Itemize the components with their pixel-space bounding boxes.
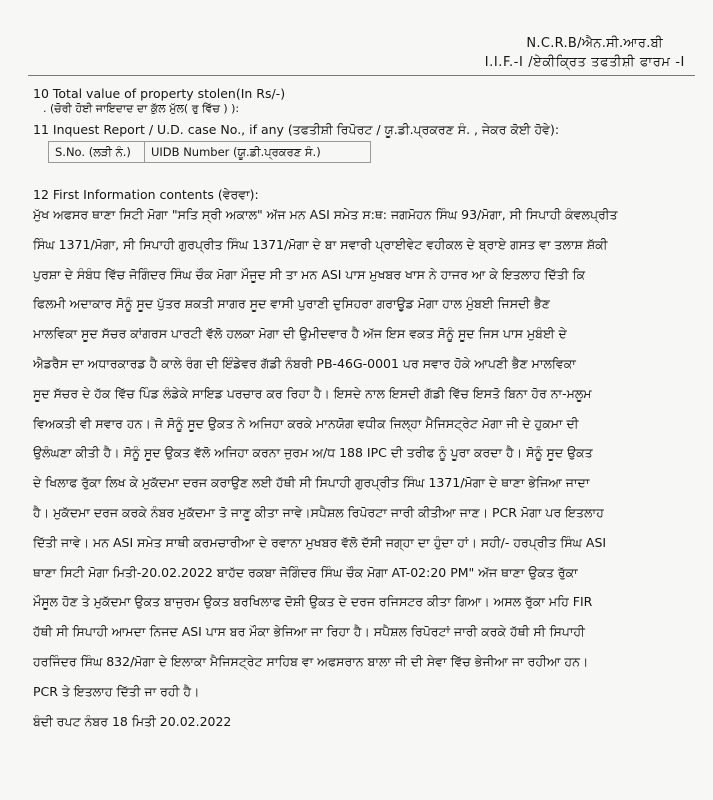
inquest-table	[48, 141, 371, 163]
header-divider	[28, 75, 695, 76]
content-line: ਮੁੱਖ ਅਫਸਰ ਥਾਣਾ ਸਿਟੀ ਮੋਗਾ "ਸਤਿ ਸ੍ਰੀ ਅਕਾਲ" ਅੱਜ ਮਨ ASI ਸਮੇਤ ਸ:ਥ: ਜਗਮੋਹਨ ਸਿੰਘ 93/ਮੋਗਾ, ਸੀ ਸਿਪਾਹੀ ਕੰਵਲਪ੍ਰੀਤ	[33, 207, 618, 222]
content-line: ਵਿਅਕਤੀ ਵੀ ਸਵਾਰ ਹਨ। ਜੋ ਸੋਨੂੰ ਸੂਦ ਉਕਤ ਨੇ ਅਜਿਹਾ ਕਰਕੇ ਮਾਨਯੋਗ ਵਧੀਕ ਜਿਲ੍ਹਾ ਮੈਜਿਸਟ੍ਰੇਟ ਮੋਗਾ ਜੀ ਦੇ ਹੁਕਮਾ ਦੀ	[33, 415, 579, 431]
form-title: I.I.F.-I /ਏਕੀਕ੍ਰਿਤ ਤਫਤੀਸ਼ੀ ਫਾਰਮ -I	[484, 55, 685, 70]
content-line: ਬੰਦੀ ਰਪਟ ਨੰਬਰ 18 ਮਿਤੀ 20.02.2022	[33, 713, 232, 729]
content-line: ਸੂਦ ਸੱਚਰ ਦੇ ਹੱਕ ਵਿੱਚ ਪਿੰਡ ਲੰਡੇਕੇ ਸਾਇਡ ਪਰਚਾਰ ਕਰ ਰਿਹਾ ਹੈ। ਇਸਦੇ ਨਾਲ ਇਸਦੀ ਗੱਡੀ ਵਿੱਚ ਇਸਤੋ ਬਿਨਾ ਹੋਰ ਨਾ-ਮਲੂਮ	[33, 385, 592, 401]
content-line: PCR ਤੇ ਇਤਲਾਹ ਦਿੱਤੀ ਜਾ ਰਹੀ ਹੈ।	[33, 683, 200, 699]
content-line: ਦਿੱਤੀ ਜਾਵੇ। ਮਨ ASI ਸਮੇਤ ਸਾਥੀ ਕਰਮਚਾਰੀਆ ਦੇ ਰਵਾਨਾ ਮੁਖਬਰ ਵੱਲੋ ਦੱਸੀ ਜਗ੍ਹਾ ਦਾ ਹੁੰਦਾ ਹਾਂ। ਸਹੀ/- ਹਰਪ੍ਰੀਤ ਸਿੰਘ ASI	[33, 534, 607, 550]
content-line: ਐਡਰੈਸ ਦਾ ਅਧਾਰਕਾਰਡ ਹੈ ਕਾਲੇ ਰੰਗ ਦੀ ਇੰਡੇਵਰ ਗੱਡੀ ਨੰਬਰੀ PB-46G-0001 ਪਰ ਸਵਾਰ ਹੋਕੇ ਆਪਣੀ ਭੈਣ ਮਾਲਵਿਕਾ	[33, 355, 576, 371]
content-line: ਫਿਲਮੀ ਅਦਾਕਾਰ ਸੋਨੂੰ ਸੂਦ ਪੁੱਤਰ ਸ਼ਕਤੀ ਸਾਗਰ ਸੂਦ ਵਾਸੀ ਪੁਰਾਣੀ ਦੁਸਿਹਰਾ ਗਰਾਊਡ ਮੋਗਾ ਹਾਲ ਮੁੰਬਈ ਜਿਸਦੀ ਭੈਣ	[33, 296, 550, 312]
content-line: ਮਾਲਵਿਕਾ ਸੂਦ ਸੱਚਰ ਕਾਂਗਰਸ ਪਾਰਟੀ ਵੱਲੋ ਹਲਕਾ ਮੋਗਾ ਦੀ ਉਮੀਦਵਾਰ ਹੈ ਅੱਜ ਇਸ ਵਕਤ ਸੋਨੂੰ ਸੂਦ ਜਿਸ ਪਾਸ ਮੁਬੰਈ ਦੇ	[33, 326, 567, 342]
content-line: ਪੁਰਸ਼ਾ ਦੇ ਸੰਬੰਧ ਵਿੱਚ ਜੋਗਿੰਦਰ ਸਿੰਘ ਚੌਕ ਮੋਗਾ ਮੌਜੂਦ ਸੀ ਤਾ ਮਨ ASI ਪਾਸ ਮੁਖਬਰ ਖਾਸ ਨੇ ਹਾਜਰ ਆ ਕੇ ਇਤਲਾਹ ਦਿੱਤੀ ਕਿ	[33, 266, 585, 282]
item-10-label: 10 Total value of property stolen(In Rs/-)	[33, 86, 286, 101]
content-line: ਹੱਥੀ ਸੀ ਸਿਪਾਹੀ ਆਮਦਾ ਨਿਜਦ ASI ਪਾਸ ਬਰ ਮੌਕਾ ਭੇਜਿਆ ਜਾ ਰਿਹਾ ਹੈ। ਸਪੈਸ਼ਲ ਰਿਪੋਰਟਾਂ ਜਾਰੀ ਕਰਕੇ ਹੱਥੀ ਸੀ ਸਿਪਾਹੀ	[33, 624, 585, 640]
content-line: ਹਰਜਿੰਦਰ ਸਿੰਘ 832/ਮੋਗਾ ਦੇ ਇਲਾਕਾ ਮੈਜਿਸਟ੍ਰੇਟ ਸਾਹਿਬ ਵਾ ਅਫਸਰਾਨ ਬਾਲਾ ਜੀ ਦੀ ਸੇਵਾ ਵਿੱਚ ਭੇਜੀਆ ਜਾ ਰਹੀਆ ਹਨ।	[33, 653, 589, 669]
table-row	[49, 142, 371, 163]
item-11-label: 11 Inquest Report / U.D. case No., if any (ਤਫਤੀਸ਼ੀ ਰਿਪੋਰਟ / ਯੂ.ਡੀ.ਪ੍ਰਕਰਣ ਸੰ. , ਜੇਕਰ ਕੋਈ ਹੋਵੇ):	[33, 122, 560, 137]
content-line: ਮੌਸੂਲ ਹੋਣ ਤੇ ਮੁਕੱਦਮਾ ਉਕਤ ਬਾਜੁਰਮ ਉਕਤ ਬਰਖਿਲਾਫ ਦੋਸ਼ੀ ਉਕਤ ਦੇ ਦਰਜ ਰਜਿਸਟਰ ਕੀਤਾ ਗਿਆ। ਅਸਲ ਰੁੱਕਾ ਮਹਿ FIR	[33, 594, 593, 610]
content-line: ਉਲੰਘਣਾ ਕੀਤੀ ਹੈ। ਸੋਨੂੰ ਸੂਦ ਉਕਤ ਵੱਲੋ ਅਜਿਹਾ ਕਰਨਾ ਜੁਰਮ ਅ/ਧ 188 IPC ਦੀ ਤਰੀਫ ਨੂੰ ਪੂਰਾ ਕਰਦਾ ਹੈ। ਸੋਨੂੰ ਸੂਦ ਉਕਤ	[33, 445, 593, 461]
content-line: ਥਾਣਾ ਸਿਟੀ ਮੋਗਾ ਮਿਤੀ-20.02.2022 ਬਾਹੱਦ ਰਕਬਾ ਜੋਗਿੰਦਰ ਸਿੰਘ ਚੌਕ ਮੋਗਾ AT-02:20 PM" ਅੱਜ ਥਾਣਾ ਉਕਤ ਰੁੱਕਾ	[33, 564, 578, 580]
fir-contents	[33, 205, 681, 741]
item-12-label: 12 First Information contents (ਵੇਰਵਾ):	[33, 187, 259, 202]
uidb-header-cell: UIDB Number (ਯੂ.ਡੀ.ਪ੍ਰਕਰਣ ਸੰ.)	[145, 142, 371, 163]
content-line: ਸਿੰਘ 1371/ਮੋਗਾ, ਸੀ ਸਿਪਾਹੀ ਗੁਰਪ੍ਰੀਤ ਸਿੰਘ 1371/ਮੋਗਾ ਦੇ ਬਾ ਸਵਾਰੀ ਪ੍ਰਾਈਵੇਟ ਵਹੀਕਲ ਦੇ ਬ੍ਰਾਏ ਗਸਤ ਵਾ ਤਲਾਸ਼ ਸ਼ੱਕੀ	[33, 236, 608, 252]
item-10-sublabel: . (ਚੋਰੀ ਹੋਈ ਜਾਇਦਾਦ ਦਾ ਕੁੱਲ ਮੁੱਲ( ਰੁ ਵਿੱਚ ) ):	[43, 102, 240, 115]
sno-header-cell: S.No. (ਲੜੀ ਨੰ.)	[49, 142, 145, 163]
content-line: ਦੇ ਖਿਲਾਫ ਰੁੱਕਾ ਲਿਖ ਕੇ ਮੁਕੱਦਮਾ ਦਰਜ ਕਰਾਉਣ ਲਈ ਹੱਥੀ ਸੀ ਸਿਪਾਹੀ ਗੁਰਪ੍ਰੀਤ ਸਿੰਘ 1371/ਮੋਗਾ ਦੇ ਥਾਣਾ ਭੇਜਿਆ ਜਾਦਾ	[33, 475, 590, 491]
ncrb-header: N.C.R.B/ਐਨ.ਸੀ.ਆਰ.ਬੀ	[526, 36, 663, 51]
content-line: ਹੈ। ਮੁਕੱਦਮਾ ਦਰਜ ਕਰਕੇ ਨੰਬਰ ਮੁਕੱਦਮਾ ਤੋ ਜਾਣੂ ਕੀਤਾ ਜਾਵੇ।ਸਪੈਸ਼ਲ ਰਿਪੋਰਟਾ ਜਾਰੀ ਕੀਤੀਆ ਜਾਣ। PCR ਮੋਗਾ ਪਰ ਇਤਲਾਹ	[33, 504, 604, 520]
